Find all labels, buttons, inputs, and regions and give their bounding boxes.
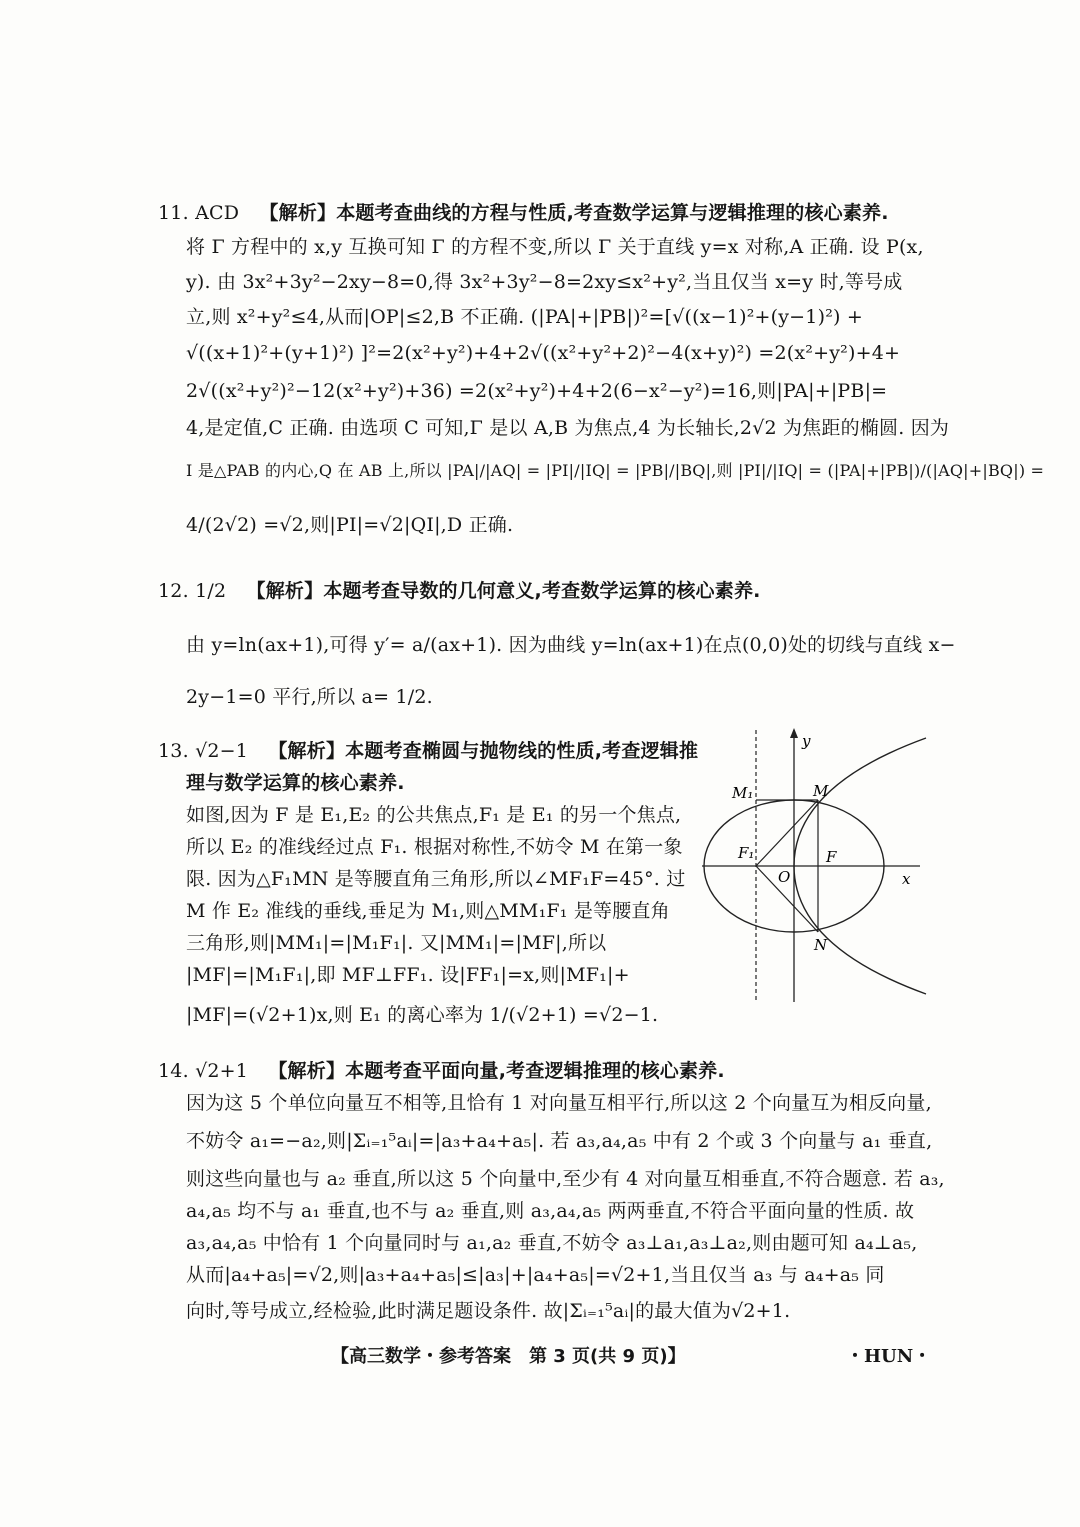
label-x: x bbox=[902, 870, 911, 888]
q14-line-2: 不妨令 a₁=−a₂,则|Σᵢ₌₁⁵aᵢ|=|a₃+a₄+a₅|. 若 a₃,a₄,a₅ 中有 2 个或 3 个向量与 a₁ 垂直, bbox=[186, 1130, 933, 1152]
q12-tag: 【解析】 bbox=[246, 580, 324, 602]
q11-line-8: 4/(2√2) =√2,则|PI|=√2|QI|,D 正确. bbox=[186, 514, 514, 536]
q14-line-3: 则这些向量也与 a₂ 垂直,所以这 5 个向量中,至少有 4 对向量互相垂直,不符合题意. 若 a₃, bbox=[186, 1168, 945, 1190]
q14-line-7: 向时,等号成立,经检验,此时满足题设条件. 故|Σᵢ₌₁⁵aᵢ|的最大值为√2+1. bbox=[186, 1300, 791, 1322]
q11-line-5: 2√((x²+y²)²−12(x²+y²)+36) =2(x²+y²)+4+2(6−x²−y²)=16,则|PA|+|PB|= bbox=[186, 380, 888, 402]
label-m1: M₁ bbox=[732, 784, 754, 802]
q13-line-7: |MF|=|M₁F₁|,即 MF⊥FF₁. 设|FF₁|=x,则|MF₁|+ bbox=[186, 964, 630, 986]
q13-tag: 【解析】 bbox=[268, 740, 346, 762]
q14-number: 14. bbox=[158, 1060, 189, 1082]
q13-number: 13. bbox=[158, 740, 189, 762]
q14-intro: 本题考查平面向量,考查逻辑推理的核心素养. bbox=[345, 1060, 725, 1082]
ellipse-parabola-figure bbox=[698, 726, 930, 1006]
q11-line-2: y). 由 3x²+3y²−2xy−8=0,得 3x²+3y²−8=2xy≤x²+y²,当且仅当 x=y 时,等号成 bbox=[186, 271, 903, 293]
q11-line-3: 立,则 x²+y²≤4,从而|OP|≤2,B 不正确. (|PA|+|PB|)²=[√((x−1)²+(y−1)²) + bbox=[186, 306, 863, 328]
q11-intro: 本题考查曲线的方程与性质,考查数学运算与逻辑推理的核心素养. bbox=[336, 202, 889, 224]
q14-line-1: 因为这 5 个单位向量互不相等,且恰有 1 对向量互相平行,所以这 2 个向量互为相反向量, bbox=[186, 1092, 932, 1114]
q14-line-6: 从而|a₄+a₅|=√2,则|a₃+a₄+a₅|≤|a₃|+|a₄+a₅|=√2+1,当且仅当 a₃ 与 a₄+a₅ 同 bbox=[186, 1264, 885, 1286]
q13-line-1: 理与数学运算的核心素养. bbox=[186, 772, 405, 794]
label-n: N bbox=[814, 936, 828, 954]
q13-intro: 本题考查椭圆与抛物线的性质,考查逻辑推 bbox=[345, 740, 699, 762]
q13-line-4: 限. 因为△F₁MN 是等腰直角三角形,所以∠MF₁F=45°. 过 bbox=[186, 868, 686, 890]
label-f: F bbox=[826, 848, 837, 866]
q12-number: 12. bbox=[158, 580, 189, 602]
label-o: O bbox=[778, 868, 791, 886]
q14-line-5: a₃,a₄,a₅ 中恰有 1 个向量同时与 a₁,a₂ 垂直,不妨令 a₃⊥a₁,a₃⊥a₂,则由题可知 a₄⊥a₅, bbox=[186, 1232, 918, 1254]
q11-line-4: √((x+1)²+(y+1)²) ]²=2(x²+y²)+4+2√((x²+y²+2)²−4(x+y)²) =2(x²+y²)+4+ bbox=[186, 342, 901, 364]
q13-line-2: 如图,因为 F 是 E₁,E₂ 的公共焦点,F₁ 是 E₁ 的另一个焦点, bbox=[186, 804, 682, 826]
q13-header bbox=[158, 738, 698, 764]
q13-line-8: |MF|=(√2+1)x,则 E₁ 的离心率为 1/(√2+1) =√2−1. bbox=[186, 1004, 659, 1026]
q11-number: 11. bbox=[158, 202, 189, 224]
q12-line-2: 2y−1=0 平行,所以 a= 1/2. bbox=[186, 686, 433, 708]
q14-answer: √2+1 bbox=[195, 1060, 249, 1082]
y-axis-arrow bbox=[790, 728, 798, 738]
q12-answer: 1/2 bbox=[195, 580, 227, 602]
page-footer bbox=[0, 1342, 1080, 1370]
q13-answer: √2−1 bbox=[195, 740, 249, 762]
q12-line-1: 由 y=ln(ax+1),可得 y′= a/(ax+1). 因为曲线 y=ln(ax+1)在点(0,0)处的切线与直线 x− bbox=[186, 634, 956, 656]
q12-intro: 本题考查导数的几何意义,考查数学运算的核心素养. bbox=[323, 580, 761, 602]
footer-region-code: ・HUN・ bbox=[846, 1346, 932, 1367]
q14-tag: 【解析】 bbox=[268, 1060, 346, 1082]
q14-line-4: a₄,a₅ 均不与 a₁ 垂直,也不与 a₂ 垂直,则 a₃,a₄,a₅ 两两垂直,不符合平面向量的性质. 故 bbox=[186, 1200, 915, 1222]
q12-header bbox=[158, 578, 761, 604]
q11-tag: 【解析】 bbox=[259, 202, 337, 224]
label-m: M bbox=[813, 782, 829, 800]
q13-line-5: M 作 E₂ 准线的垂线,垂足为 M₁,则△MM₁F₁ 是等腰直角 bbox=[186, 900, 670, 922]
label-y: y bbox=[802, 732, 811, 750]
segment-f1m bbox=[756, 800, 818, 866]
q11-answer: ACD bbox=[195, 202, 240, 224]
q11-line-7: I 是△PAB 的内心,Q 在 AB 上,所以 |PA|/|AQ| = |PI|/|IQ| = |PB|/|BQ|,则 |PI|/|IQ| = (|PA|+|PB|)/(|AQ|+|BQ|) = bbox=[186, 461, 1045, 480]
label-f1: F₁ bbox=[738, 844, 755, 862]
q11-line-1: 将 Γ 方程中的 x,y 互换可知 Γ 的方程不变,所以 Γ 关于直线 y=x 对称,A 正确. 设 P(x, bbox=[186, 236, 924, 258]
q13-line-6: 三角形,则|MM₁|=|M₁F₁|. 又|MM₁|=|MF|,所以 bbox=[186, 932, 607, 954]
q11-header bbox=[158, 200, 889, 226]
q11-line-6: 4,是定值,C 正确. 由选项 C 可知,Γ 是以 A,B 为焦点,4 为长轴长,2√2 为焦距的椭圆. 因为 bbox=[186, 417, 950, 439]
q13-line-3: 所以 E₂ 的准线经过点 F₁. 根据对称性,不妨令 M 在第一象 bbox=[186, 836, 683, 858]
q14-header bbox=[158, 1058, 725, 1084]
footer-page-info: 【高三数学・参考答案 第 3 页(共 9 页)】 bbox=[331, 1346, 686, 1367]
